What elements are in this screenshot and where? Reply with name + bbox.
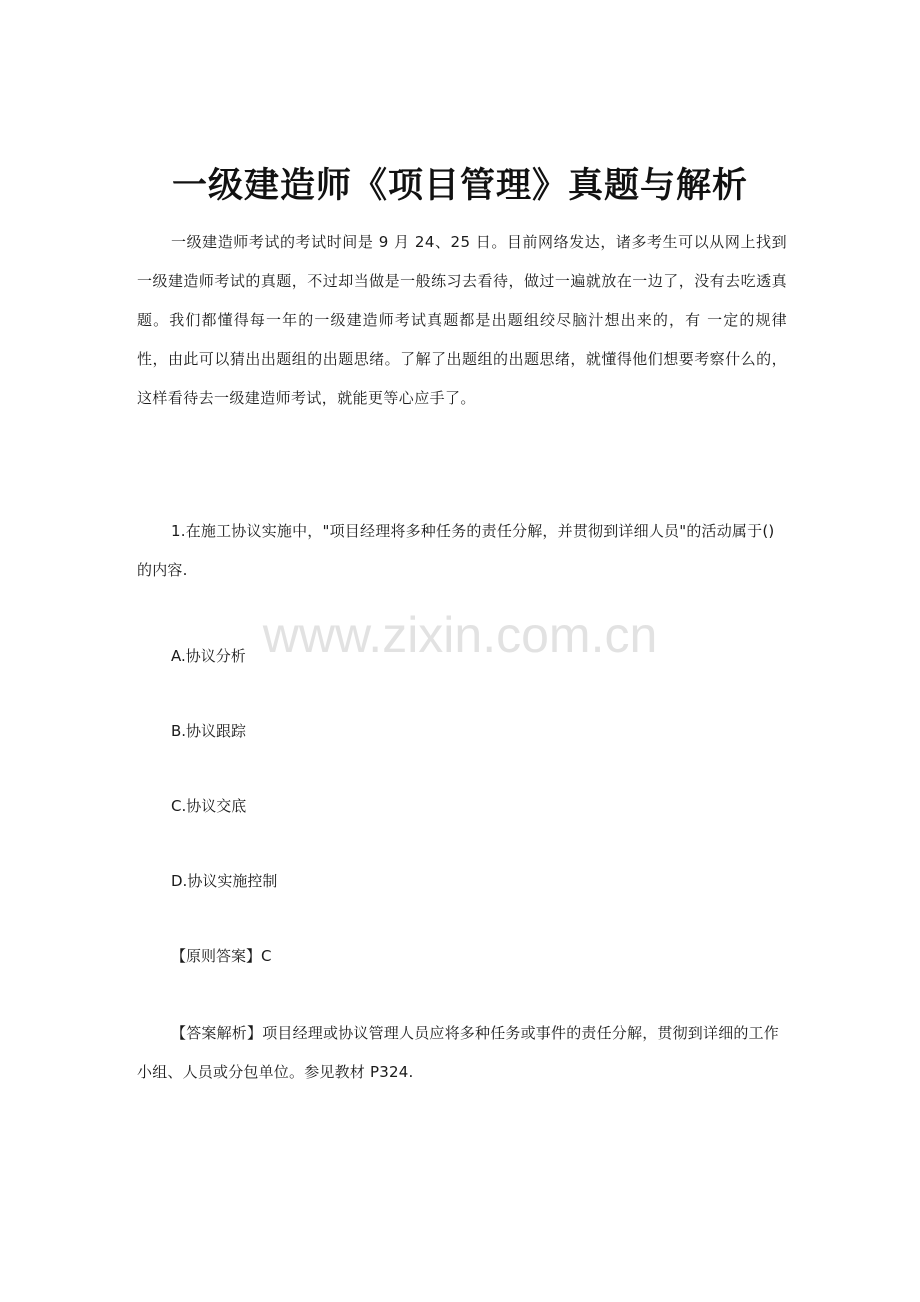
- option-c: C.协议交底: [171, 797, 247, 815]
- intro-paragraph: 一级建造师考试的考试时间是 9 月 24、25 日。目前网络发达，诸多考生可以从网上找到一级建造师考试的真题，不过却当做是一般练习去看待，做过一遍就放在一边了，没有去吃透真题。我们都懂得每一年的一级建造师考试真题都是出题组绞尽脑汁想出来的，有 一定的规律性，由此可以猜出出题组的出题思绪。了解了出题组的出题思绪，就懂得他们想要考察什么的，这样看待去一级建造师考试，就能更等心应手了。: [137, 233, 787, 407]
- document-title: 一级建造师《项目管理》真题与解析: [171, 165, 748, 207]
- standard-answer: 【原则答案】C: [171, 947, 272, 965]
- question-stem: 1.在施工协议实施中，"项目经理将多种任务的责任分解，并贯彻到详细人员"的活动属于()的内容.: [137, 522, 775, 579]
- answer-analysis: 【答案解析】项目经理或协议管理人员应将多种任务或事件的责任分解，贯彻到详细的工作小组、人员或分包单位。参见教材 P324.: [137, 1024, 780, 1081]
- option-a: A.协议分析: [171, 647, 246, 665]
- option-d: D.协议实施控制: [171, 872, 278, 890]
- watermark: www.zixin.com.cn: [262, 607, 658, 663]
- option-b: B.协议跟踪: [171, 722, 247, 740]
